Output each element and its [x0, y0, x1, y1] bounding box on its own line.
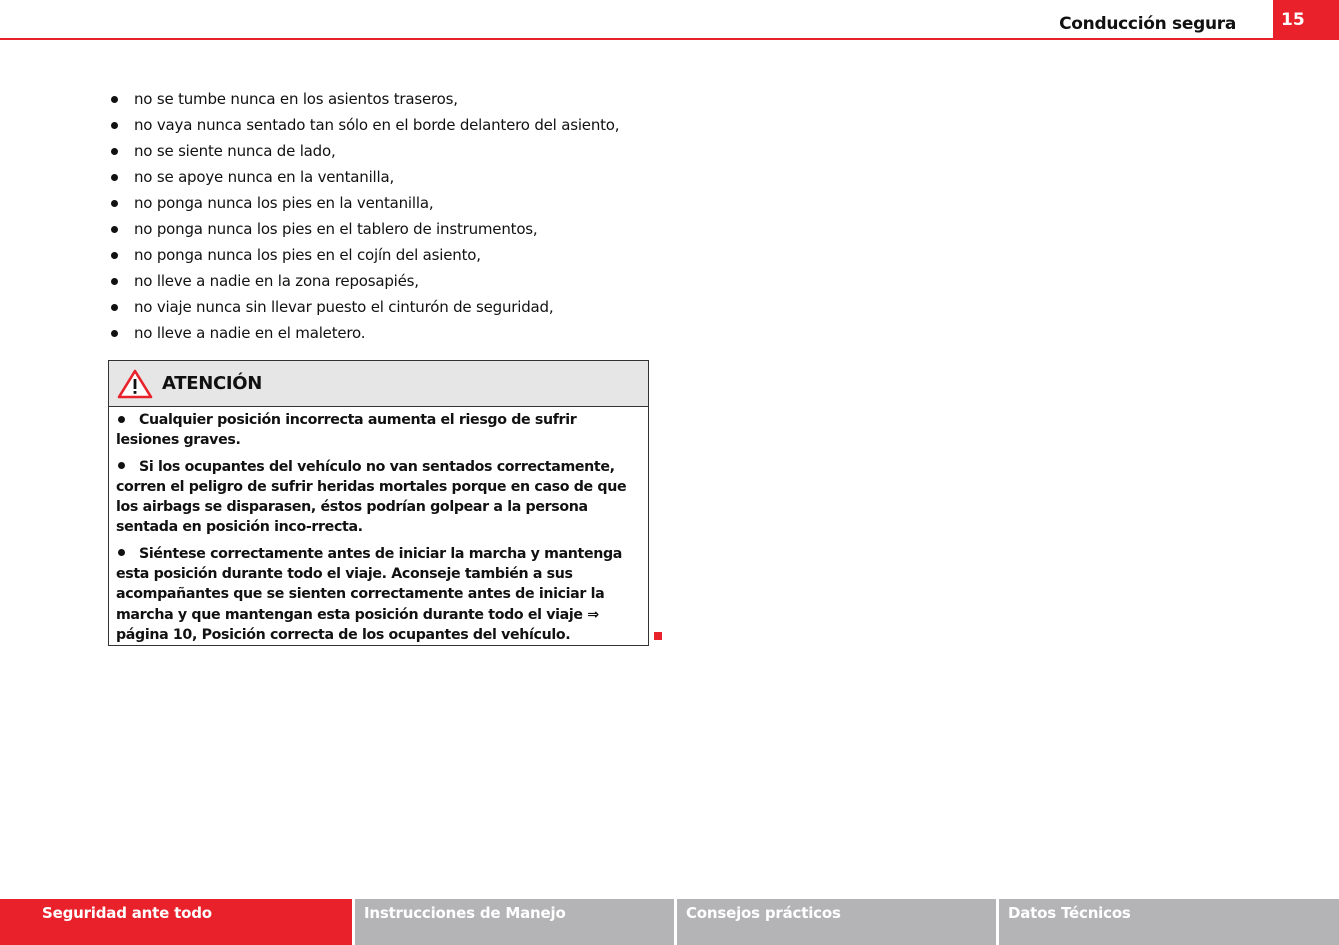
warning-triangle-icon — [116, 368, 154, 400]
list-item — [108, 218, 619, 244]
list-item — [108, 192, 619, 218]
bullet-icon — [111, 304, 118, 311]
list-item-text: no se apoye nunca en la ventanilla, — [134, 168, 395, 186]
warning-item-text: Cualquier posición incorrecta aumenta el riesgo de sufrir lesiones graves. — [116, 412, 577, 449]
bullet-icon — [111, 330, 118, 337]
warning-box — [108, 360, 649, 646]
section-title: Conducción segura — [1059, 14, 1236, 34]
warning-item — [116, 410, 642, 451]
footer-nav — [0, 899, 1339, 945]
bullet-icon — [111, 122, 118, 129]
list-item — [108, 166, 619, 192]
warning-item — [116, 457, 642, 538]
bullet-icon — [111, 226, 118, 233]
list-item-text: no lleve a nadie en la zona reposapiés, — [134, 272, 419, 290]
list-item — [108, 270, 619, 296]
list-item-text: no viaje nunca sin llevar puesto el cinturón de seguridad, — [134, 298, 554, 316]
footer-tab-consejos[interactable]: Consejos prácticos — [677, 899, 996, 945]
footer-tab-datos[interactable]: Datos Técnicos — [999, 899, 1339, 945]
list-item-text: no lleve a nadie en el maletero. — [134, 324, 366, 342]
list-item-text: no ponga nunca los pies en el cojín del asiento, — [134, 246, 481, 264]
footer-tab-seguridad[interactable]: Seguridad ante todo — [0, 899, 352, 945]
list-item-text: no vaya nunca sentado tan sólo en el borde delantero del asiento, — [134, 116, 620, 134]
bullet-icon — [118, 462, 125, 469]
warning-title: ATENCIÓN — [162, 373, 263, 394]
bullet-list — [108, 88, 619, 348]
header-rule — [0, 38, 1273, 40]
bullet-icon — [111, 174, 118, 181]
page-number: 15 — [1273, 0, 1339, 40]
bullet-icon — [118, 549, 125, 556]
list-item-text: no se tumbe nunca en los asientos traseros, — [134, 90, 458, 108]
list-item-text: no ponga nunca los pies en la ventanilla, — [134, 194, 434, 212]
footer-tab-instrucciones[interactable]: Instrucciones de Manejo — [355, 899, 674, 945]
warning-item — [116, 544, 642, 645]
end-of-section-marker — [654, 632, 662, 640]
bullet-icon — [111, 96, 118, 103]
warning-body — [109, 407, 648, 645]
bullet-icon — [111, 278, 118, 285]
bullet-icon — [111, 200, 118, 207]
list-item-text: no se siente nunca de lado, — [134, 142, 336, 160]
list-item — [108, 88, 619, 114]
bullet-icon — [111, 252, 118, 259]
warning-header — [109, 361, 648, 407]
list-item — [108, 140, 619, 166]
bullet-icon — [118, 416, 125, 423]
warning-item-text: Si los ocupantes del vehículo no van sentados correctamente, corren el peligro de sufrir heridas mortales porque en caso de que los airbags se disparasen, éstos podrían golpear a la persona sentada en posición inco-rrecta. — [116, 458, 627, 536]
list-item — [108, 114, 619, 140]
list-item-text: no ponga nunca los pies en el tablero de instrumentos, — [134, 220, 538, 238]
warning-item-text: Siéntese correctamente antes de iniciar la marcha y mantenga esta posición durante todo el viaje. Aconseje también a sus acompañantes que se sienten correctamente antes de iniciar la marcha y que mantengan esta posición durante todo el viaje ⇒ página 10, Posición correcta de los ocupantes del vehículo. — [116, 545, 623, 643]
list-item — [108, 296, 619, 322]
list-item — [108, 322, 619, 348]
bullet-icon — [111, 148, 118, 155]
list-item — [108, 244, 619, 270]
